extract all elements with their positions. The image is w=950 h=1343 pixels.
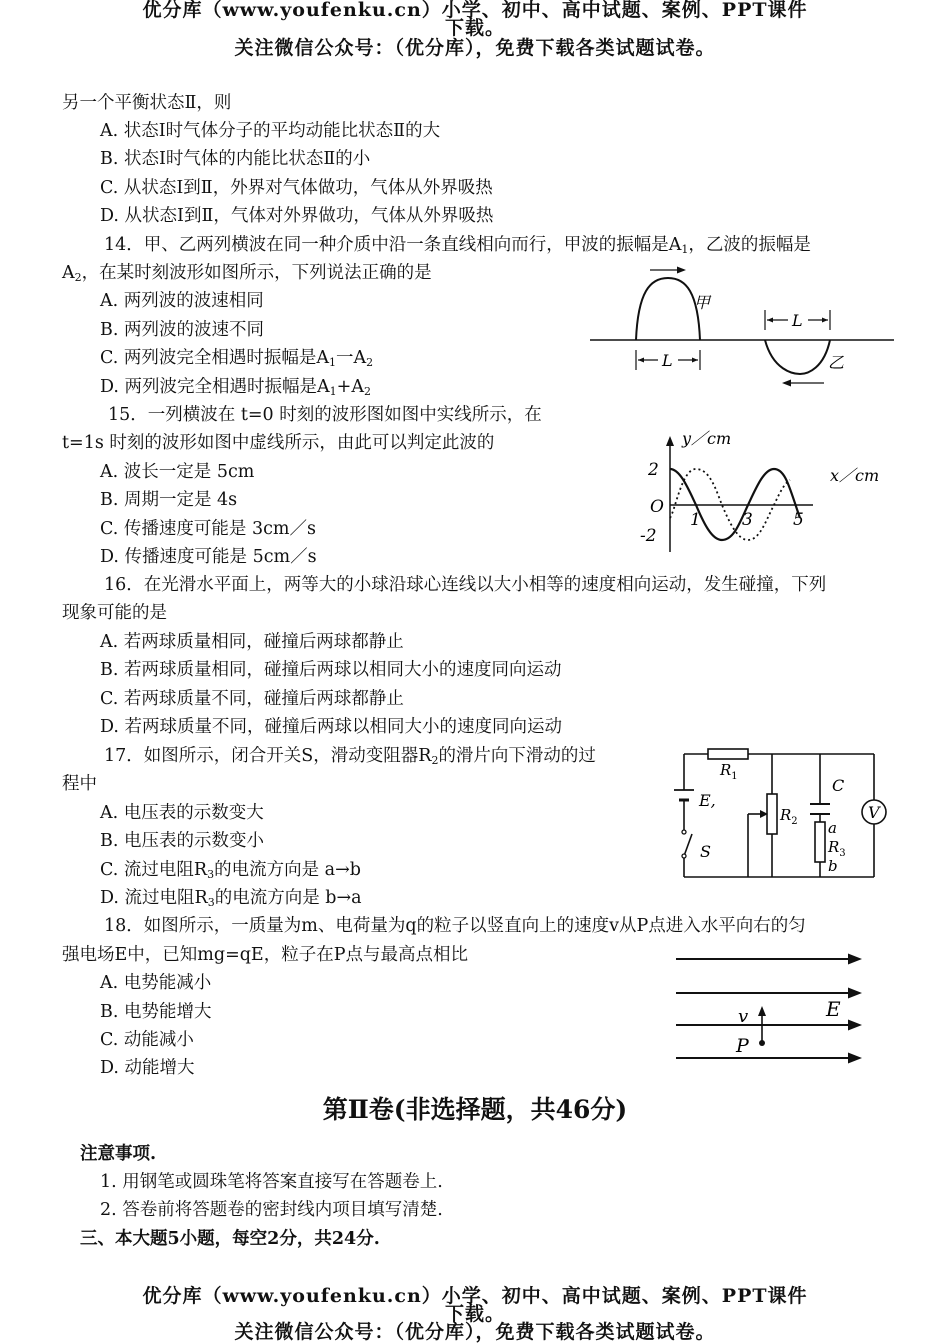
q15-option-a: A. 波长一定是 5cm bbox=[100, 462, 255, 482]
q17-option-b: B. 电压表的示数变小 bbox=[100, 831, 264, 851]
label-r1: R bbox=[720, 761, 732, 779]
tick-x-3: 3 bbox=[742, 510, 753, 530]
q14-stem-1: 14．甲、乙两列横波在同一种介质中沿一条直线相向而行，甲波的振幅是$A_1$，乙波的振幅是 bbox=[104, 235, 811, 256]
q17-option-d: D. 流过电阻$R_3$的电流方向是 b→a bbox=[100, 888, 362, 909]
footer-line-2: 下载。 bbox=[444, 1303, 505, 1325]
q14-stem-2: $A_2$，在某时刻波形如图所示，下列说法正确的是 bbox=[62, 263, 432, 284]
x-axis-label: x／cm bbox=[830, 466, 880, 485]
q17-stem-1: 17．如图所示，闭合开关S，滑动变阻器$R_2$的滑片向下滑动的过 bbox=[104, 746, 596, 767]
q15-option-b: B. 周期一定是 4s bbox=[100, 490, 238, 510]
wave-yi bbox=[765, 340, 830, 374]
note-1: 1. 用钢笔或圆珠笔将答案直接写在答题卷上. bbox=[100, 1172, 443, 1192]
label-yi: 乙 bbox=[828, 353, 845, 372]
q16-option-c: C. 若两球质量不同，碰撞后两球都静止 bbox=[100, 689, 404, 709]
q15-option-c: C. 传播速度可能是 3cm／s bbox=[100, 519, 316, 539]
tick-y-2: 2 bbox=[648, 460, 659, 480]
q14-option-c: C. 两列波完全相遇时振幅是$A_1$一$A_2$ bbox=[100, 348, 374, 369]
footer-line-1: 优分库（www.youfenku.cn）小学、初中、高中试题、案例、PPT课件 bbox=[142, 1285, 808, 1307]
tick-x-5: 5 bbox=[793, 510, 804, 530]
notes-title: 注意事项. bbox=[80, 1144, 157, 1164]
part-3-heading: 三、本大题5小题，每空2分，共24分. bbox=[80, 1229, 380, 1249]
label-r2-sub: 2 bbox=[791, 816, 798, 827]
field-arrow-icon bbox=[848, 954, 862, 965]
q17-circuit-diagram bbox=[672, 744, 896, 880]
label-r3-sub: 3 bbox=[839, 848, 846, 859]
label-v: v bbox=[738, 1006, 749, 1027]
q14-option-b: B. 两列波的波速不同 bbox=[100, 320, 264, 340]
section-2-title: 第Ⅱ卷(非选择题，共46分) bbox=[322, 1095, 628, 1124]
q17-option-a: A. 电压表的示数变大 bbox=[100, 803, 264, 823]
arrow-right-icon bbox=[677, 267, 686, 274]
svg-text:R1 bbox=[719, 761, 738, 782]
label-b: b bbox=[828, 857, 838, 875]
q18-option-d: D. 动能增大 bbox=[100, 1058, 195, 1078]
q14-option-d: D. 两列波完全相遇时振幅是$A_1+A_2$ bbox=[100, 377, 371, 398]
q13-option-d: D. 从状态Ⅰ到Ⅱ，气体对外界做功，气体从外界吸热 bbox=[100, 206, 494, 226]
q16-option-d: D. 若两球质量不同，碰撞后两球以相同大小的速度同向运动 bbox=[100, 717, 563, 737]
field-arrow-icon bbox=[848, 1020, 862, 1031]
q18-option-c: C. 动能减小 bbox=[100, 1030, 194, 1050]
q15-option-d: D. 传播速度可能是 5cm／s bbox=[100, 547, 317, 567]
label-r1-sub: 1 bbox=[731, 771, 738, 782]
tick-x-1: 1 bbox=[690, 510, 701, 530]
q14-option-a: A. 两列波的波速相同 bbox=[100, 291, 264, 311]
label-jia: 甲 bbox=[694, 293, 711, 312]
label-L-1: L bbox=[662, 351, 673, 370]
q16-option-b: B. 若两球质量相同，碰撞后两球以相同大小的速度同向运动 bbox=[100, 660, 562, 680]
origin-label: O bbox=[650, 497, 664, 517]
q18-field-diagram bbox=[672, 948, 868, 1070]
header-line-2: 下载。 bbox=[444, 17, 505, 39]
q13-option-c: C. 从状态Ⅰ到Ⅱ，外界对气体做功，气体从外界吸热 bbox=[100, 178, 493, 198]
rheostat-r2 bbox=[767, 794, 777, 834]
field-arrow-icon bbox=[848, 1053, 862, 1064]
note-2: 2. 答卷前将答题卷的密封线内项目填写清楚. bbox=[100, 1200, 443, 1220]
velocity-arrow-icon bbox=[758, 1006, 766, 1016]
q16-stem-1: 16．在光滑水平面上，两等大的小球沿球心连线以大小相等的速度相向运动，发生碰撞，下列 bbox=[104, 575, 827, 595]
switch-blade bbox=[684, 834, 692, 856]
q17-option-c: C. 流过电阻$R_3$的电流方向是 a→b bbox=[100, 860, 361, 881]
arrow-left-icon bbox=[782, 380, 791, 387]
header-line-1: 优分库（www.youfenku.cn）小学、初中、高中试题、案例、PPT课件 bbox=[142, 0, 808, 21]
q14-wave-figure bbox=[588, 262, 898, 392]
q18-option-a: A. 电势能减小 bbox=[100, 973, 212, 993]
q15-wave-graph bbox=[638, 428, 888, 558]
label-r2: R bbox=[780, 806, 792, 824]
wave-jia bbox=[636, 278, 700, 340]
voltmeter-label: V bbox=[868, 803, 880, 822]
label-s: S bbox=[700, 842, 711, 861]
footer-line-3: 关注微信公众号：（优分库），免费下载各类试题试卷。 bbox=[234, 1321, 716, 1343]
q18-stem-1: 18．如图所示，一质量为m、电荷量为q的粒子以竖直向上的速度v从P点进入水平向右的匀 bbox=[104, 916, 806, 936]
q16-stem-2: 现象可能的是 bbox=[62, 603, 167, 623]
label-r3: R bbox=[828, 838, 840, 856]
point-p bbox=[759, 1040, 765, 1046]
q18-option-b: B. 电势能增大 bbox=[100, 1002, 212, 1022]
label-L-2: L bbox=[792, 311, 803, 330]
q16-option-a: A. 若两球质量相同，碰撞后两球都静止 bbox=[100, 632, 404, 652]
q15-stem-1: 15．一列横波在 t=0 时刻的波形图如图中实线所示，在 bbox=[108, 405, 542, 425]
svg-text:R3 bbox=[827, 838, 846, 859]
label-e: E, bbox=[699, 791, 716, 810]
q13-stem: 另一个平衡状态Ⅱ，则 bbox=[62, 93, 232, 113]
q13-option-b: B. 状态Ⅰ时气体的内能比状态Ⅱ的小 bbox=[100, 149, 371, 169]
label-a: a bbox=[828, 819, 837, 837]
resistor-r1 bbox=[708, 749, 748, 759]
label-c: C bbox=[832, 776, 845, 795]
q13-option-a: A. 状态Ⅰ时气体分子的平均动能比状态Ⅱ的大 bbox=[100, 121, 441, 141]
label-p: P bbox=[736, 1035, 749, 1057]
label-e: E bbox=[826, 997, 841, 1021]
y-axis-arrow-icon bbox=[666, 436, 674, 446]
tick-y-neg2: -2 bbox=[640, 526, 657, 546]
field-arrow-icon bbox=[848, 988, 862, 999]
q17-stem-2: 程中 bbox=[62, 774, 97, 794]
q15-stem-2: t=1s 时刻的波形如图中虚线所示，由此可以判定此波的 bbox=[62, 433, 495, 453]
resistor-r3 bbox=[815, 822, 825, 862]
y-axis-label: y／cm bbox=[682, 429, 732, 448]
q18-stem-2: 强电场E中，已知mg=qE，粒子在P点与最高点相比 bbox=[62, 945, 468, 965]
header-line-3: 关注微信公众号：（优分库），免费下载各类试题试卷。 bbox=[234, 37, 716, 59]
svg-text:R2 bbox=[779, 806, 798, 827]
